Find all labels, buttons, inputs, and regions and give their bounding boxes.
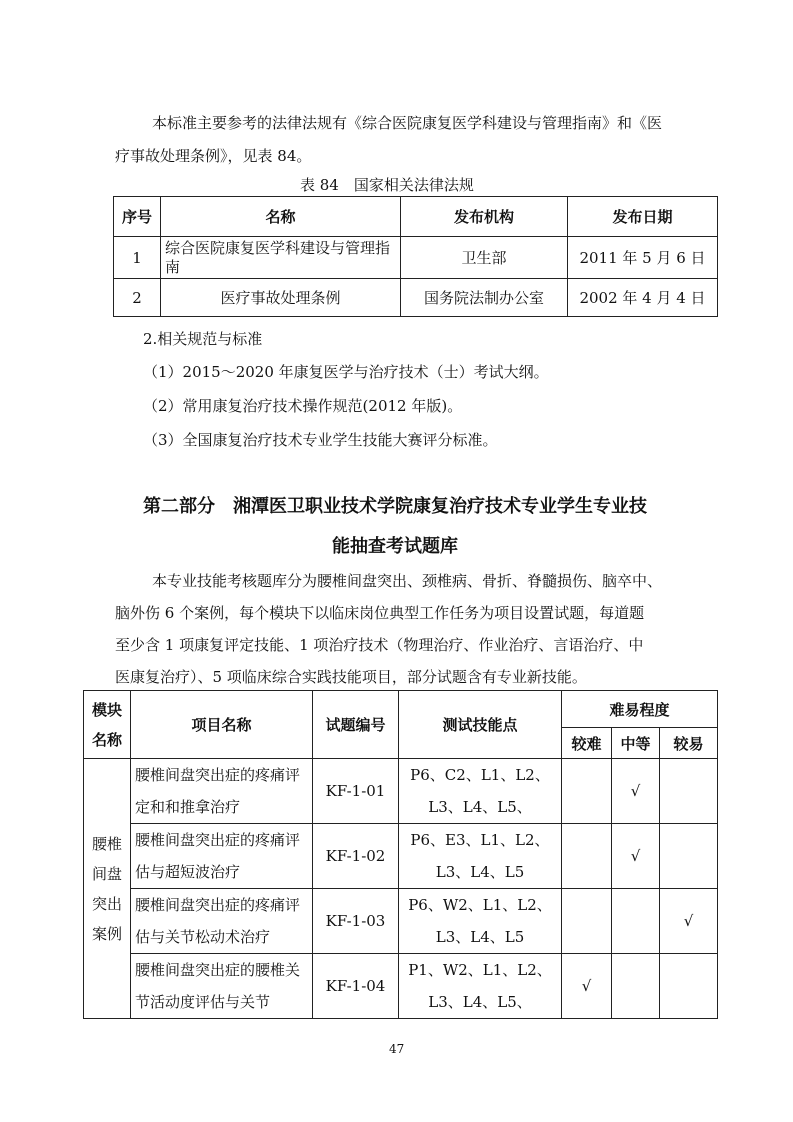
skills-cell: P1、W2、L1、L2、L3、L4、L5、 [399,954,562,1019]
project-cell: 腰椎间盘突出症的疼痛评定和和推拿治疗 [131,759,313,824]
check-mark: √ [612,759,660,824]
list-item: （1）2015～2020 年康复医学与治疗技术（士）考试大纲。 [143,363,549,381]
paragraph-line: 本专业技能考核题库分为腰椎间盘突出、颈椎病、骨折、脊髓损伤、脑卒中、 [152,572,663,590]
project-cell: 腰椎间盘突出症的疼痛评估与关节松动术治疗 [131,889,313,954]
table-row [84,759,718,824]
skills-cell: P6、C2、L1、L2、L3、L4、L5、 [399,759,562,824]
table-caption: 表 84 国家相关法律法规 [300,176,474,194]
empty-cell [562,824,612,889]
intro-line: 疗事故处理条例》，见表 84。 [115,147,312,165]
header-cell: 发布机构 [401,197,568,237]
list-item: （3）全国康复治疗技术专业学生技能大赛评分标准。 [143,431,498,449]
paragraph-line: 医康复治疗）、5 项临床综合实践技能项目，部分试题含有专业新技能。 [115,668,587,686]
table-row [84,889,718,954]
page-number: 47 [389,1042,405,1056]
empty-cell [660,954,718,1019]
skills-cell: P6、W2、L1、L2、L3、L4、L5 [399,889,562,954]
header-module: 模块名称 [84,691,131,759]
header-easy: 较易 [660,728,718,759]
intro-line: 本标准主要参考的法律法规有《综合医院康复医学科建设与管理指南》和《医 [152,114,663,132]
part-heading: 能抽查考试题库 [332,536,458,557]
check-mark: √ [612,824,660,889]
empty-cell [562,759,612,824]
cell: 医疗事故处理条例 [161,279,401,317]
header-project: 项目名称 [131,691,313,759]
cell: 1 [114,237,161,279]
project-cell: 腰椎间盘突出症的腰椎关节活动度评估与关节 [131,954,313,1019]
empty-cell [612,954,660,1019]
module-cell: 腰椎间盘突出案例 [84,759,131,1019]
check-mark: √ [660,889,718,954]
empty-cell [660,759,718,824]
list-item: （2）常用康复治疗技术操作规范(2012 年版)。 [143,397,463,415]
header-cell: 名称 [161,197,401,237]
header-code: 试题编号 [313,691,399,759]
project-cell: 腰椎间盘突出症的疼痛评估与超短波治疗 [131,824,313,889]
header-hard: 较难 [562,728,612,759]
cell: 2 [114,279,161,317]
header-cell: 发布日期 [568,197,718,237]
part-heading: 第二部分 湘潭医卫职业技术学院康复治疗技术专业学生专业技 [143,496,647,517]
header-skills: 测试技能点 [399,691,562,759]
paragraph-line: 脑外伤 6 个案例，每个模块下以临床岗位典型工作任务为项目设置试题，每道题 [115,604,645,622]
section-title: 2.相关规范与标准 [143,330,263,348]
code-cell: KF-1-02 [313,824,399,889]
cell: 2011 年 5 月 6 日 [568,237,718,279]
header-cell: 序号 [114,197,161,237]
empty-cell [562,889,612,954]
header-difficulty: 难易程度 [562,691,718,728]
cell: 卫生部 [401,237,568,279]
header-medium: 中等 [612,728,660,759]
empty-cell [612,889,660,954]
code-cell: KF-1-03 [313,889,399,954]
exam-table [83,690,718,1019]
code-cell: KF-1-04 [313,954,399,1019]
cell: 国务院法制办公室 [401,279,568,317]
cell: 2002 年 4 月 4 日 [568,279,718,317]
empty-cell [660,824,718,889]
table-row [84,954,718,1019]
cell: 综合医院康复医学科建设与管理指南 [161,237,401,279]
regulations-table [113,196,718,317]
check-mark: √ [562,954,612,1019]
table-row [84,824,718,889]
paragraph-line: 至少含 1 项康复评定技能、1 项治疗技术（物理治疗、作业治疗、言语治疗、中 [115,636,644,654]
code-cell: KF-1-01 [313,759,399,824]
skills-cell: P6、E3、L1、L2、L3、L4、L5 [399,824,562,889]
